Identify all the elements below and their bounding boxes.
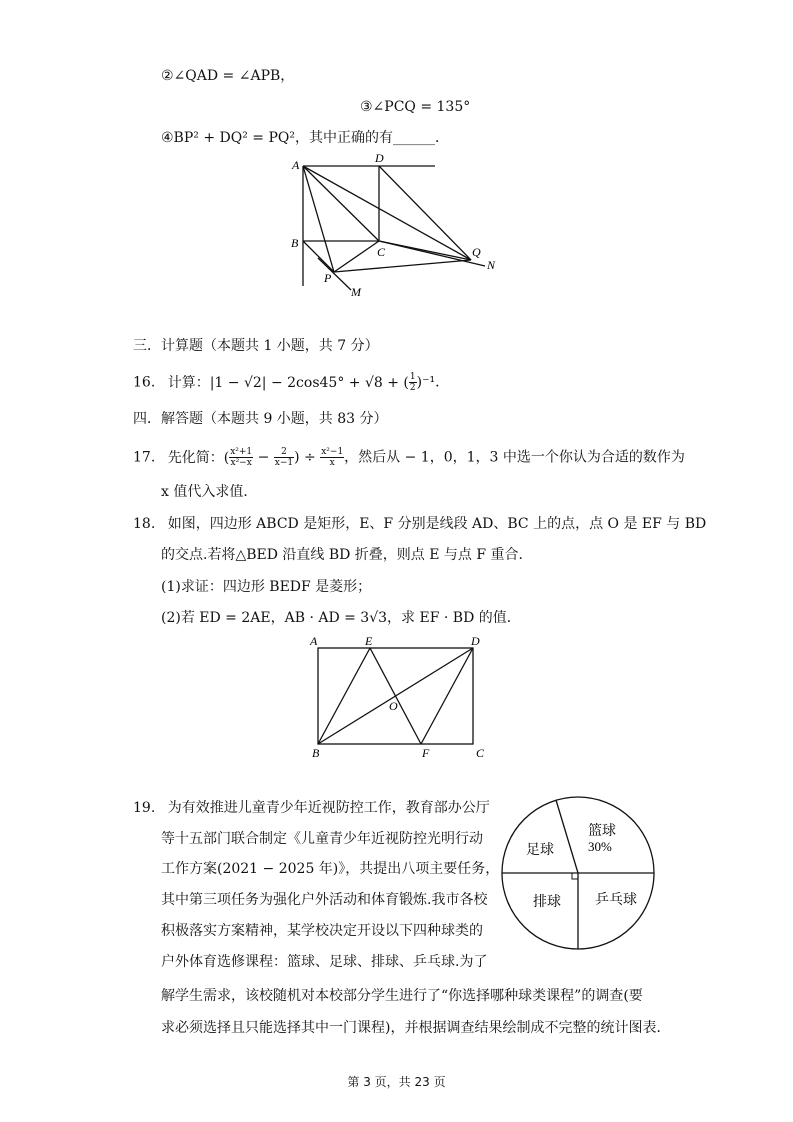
label-A: A	[310, 634, 318, 648]
q17-f2-den: x−1	[274, 458, 294, 468]
q17-tail: ，然后从 − 1，0，1，3 中选一个你认为合适的数作为	[344, 449, 685, 466]
q19-number: 19.	[133, 800, 156, 816]
line-CN	[379, 241, 485, 266]
q18-number: 18.	[133, 516, 156, 532]
q19-line-7: 解学生需求，该校随机对本校部分学生进行了“你选择哪种球类课程”的调查(要	[161, 988, 643, 1004]
label-C: C	[377, 245, 386, 259]
q19-line-3: 工作方案(2021 − 2025 年)》，共提出八项主要任务，	[161, 861, 500, 877]
q17-fraction-1	[229, 447, 253, 468]
line-BE	[318, 648, 370, 744]
line-FD	[421, 648, 473, 744]
question-19	[133, 798, 490, 818]
slice-label-basketball-percent: 30%	[588, 839, 612, 854]
question-16	[133, 372, 449, 393]
q15-item-3: ③∠PCQ = 135°	[360, 99, 471, 115]
q18-part-1: (1)求证：四边形 BEDF 是菱形；	[161, 579, 372, 595]
label-C: C	[476, 746, 485, 760]
label-M: M	[351, 285, 361, 299]
q15-geometry-figure	[285, 148, 510, 303]
q17-fraction-2	[274, 447, 294, 468]
label-B: B	[312, 746, 320, 760]
slice-label-pingpong: 乒乓球	[595, 893, 637, 908]
q16-fraction	[409, 372, 417, 393]
q16-frac-den: 2	[409, 383, 416, 393]
slice-label-volleyball: 排球	[533, 895, 561, 910]
q18-line-2: 的交点.若将△BED 沿直线 BD 折叠，则点 E 与点 F 重合．	[161, 547, 533, 563]
line-AQ	[303, 166, 471, 260]
q17-f1-num: x²+1	[230, 447, 253, 457]
q17-f3-den: x	[329, 458, 335, 468]
section-4-title: 四．解答题（本题共 9 小题，共 83 分）	[133, 411, 388, 427]
q19-pie-chart	[500, 793, 660, 953]
q19-line-4: 其中第三项任务为强化户外活动和体育锻炼.我市各校	[161, 892, 488, 908]
q16-text-a: 计算：|1 − √2| − 2cos45° + √8 + (	[167, 374, 409, 391]
q16-frac-num: 1	[409, 372, 416, 382]
q17-number: 17.	[133, 449, 156, 466]
label-D: D	[471, 634, 480, 648]
q16-text-b: )⁻¹．	[416, 374, 450, 391]
label-N: N	[487, 258, 496, 272]
q17-line-2: x 值代入求值．	[161, 484, 258, 500]
page-footer: 第 3 页，共 23 页	[347, 1075, 446, 1089]
q19-line-8: 求必须选择且只能选择其中一门课程)，并根据调查结果绘制成不完整的统计图表．	[161, 1020, 671, 1036]
q16-number: 16.	[133, 374, 156, 391]
label-O: O	[389, 699, 398, 713]
line-PC	[334, 241, 379, 272]
label-Q: Q	[472, 245, 481, 259]
label-B: B	[291, 236, 299, 250]
label-F: F	[422, 746, 430, 760]
line-DQ	[379, 166, 471, 260]
q15-item-2: ②∠QAD = ∠APB，	[161, 68, 295, 84]
q17-fraction-3	[320, 447, 344, 468]
slice-label-football: 足球	[526, 843, 554, 858]
q19-line-6: 户外体育选修课程：篮球、足球、排球、乒乓球.为了	[161, 954, 488, 970]
q17-divide: ) ÷	[294, 449, 321, 466]
line-PQ	[334, 260, 471, 272]
label-D: D	[375, 151, 384, 165]
q19-line-5: 积极落实方案精神，某学校决定开设以下四种球类的	[161, 923, 483, 939]
q17-text-a: 先化简：(	[167, 449, 230, 466]
q18-line-1: 如图，四边形 ABCD 是矩形，E、F 分别是线段 AD、BC 上的点，点 O 是 EF 与 BD	[167, 516, 707, 532]
line-BM	[318, 258, 351, 290]
q15-item-4: ④BP² + DQ² = PQ²，其中正确的有______．	[161, 130, 449, 146]
q19-line-2: 等十五部门联合制定《儿童青少年近视防控光明行动	[161, 831, 483, 847]
q18-part-2: (2)若 ED = 2AE，AB · AD = 3√3，求 EF · BD 的值．	[161, 610, 521, 626]
q17-minus: −	[253, 449, 274, 466]
q17-f2-num: 2	[274, 447, 294, 458]
q19-line-1: 为有效推进儿童青少年近视防控工作，教育部办公厅	[167, 800, 490, 816]
label-E: E	[365, 634, 373, 648]
slice-label-basketball: 篮球	[588, 824, 616, 839]
question-18	[133, 514, 706, 534]
label-A: A	[292, 158, 300, 172]
label-P: P	[324, 271, 332, 285]
q18-rectangle-figure	[305, 632, 490, 762]
q17-f1-den: x²−x	[230, 458, 252, 468]
q17-f3-num: x²−1	[321, 447, 344, 457]
section-3-title: 三．计算题（本题共 1 小题，共 7 分）	[133, 338, 379, 354]
line-EF	[370, 648, 421, 744]
question-17	[133, 447, 685, 468]
